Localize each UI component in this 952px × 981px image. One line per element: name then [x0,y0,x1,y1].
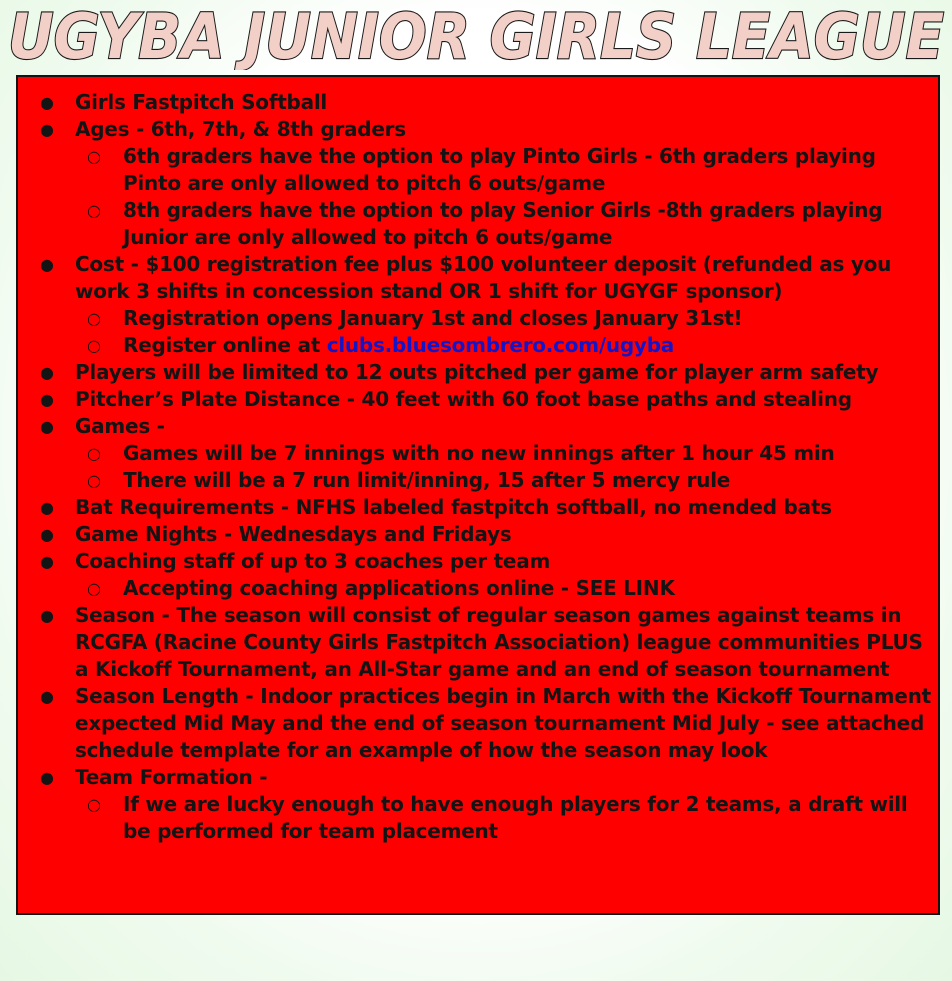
list-item-season [18,602,938,683]
sub-list [75,143,938,251]
list-item-pitch-limit [18,359,938,386]
sub-bullet: ○ [87,201,101,220]
sub-item-text: Games will be 7 innings with no new innings after 1 hour 45 min [123,441,835,465]
sub-item-text: There will be a 7 run limit/inning, 15 after 5 mercy rule [123,468,731,492]
bullet: ● [40,525,54,544]
title-svg [0,0,952,70]
list-item-cost [18,251,938,359]
sub-list [75,305,938,359]
list-item-games [18,413,938,494]
page-title [0,0,952,70]
sub-item-run-limit [75,467,938,494]
sub-bullet: ○ [87,579,101,598]
bullet: ● [40,255,54,274]
sub-item-text: 8th graders have the option to play Senior Girls -8th graders playing Junior are only allowed to pitch 6 outs/game [123,198,883,249]
info-panel [16,75,940,915]
item-text: Pitcher’s Plate Distance - 40 feet with 60 foot base paths and stealing [75,387,852,411]
list-item-plate-distance [18,386,938,413]
bullet: ● [40,417,54,436]
sub-item-draft [75,791,938,845]
list-item-season-length [18,683,938,764]
item-text: Ages - 6th, 7th, & 8th graders [75,117,406,141]
bullet: ● [40,93,54,112]
list-item-bats [18,494,938,521]
item-text: Girls Fastpitch Softball [75,90,328,114]
bullet: ● [40,498,54,517]
sub-item-text: 6th graders have the option to play Pinto Girls - 6th graders playing Pinto are only allowed to pitch 6 outs/game [123,144,876,195]
list-item-coaching [18,548,938,602]
sub-list [75,791,938,845]
item-text: Bat Requirements - NFHS labeled fastpitch softball, no mended bats [75,495,832,519]
registration-link[interactable]: clubs.bluesombrero.com/ugyba [326,333,675,357]
bullet: ● [40,552,54,571]
sub-bullet: ○ [87,795,101,814]
sub-item-text: If we are lucky enough to have enough players for 2 teams, a draft will be performed for team placement [123,792,908,843]
sub-item-register-online [75,332,938,359]
sub-item-pinto [75,143,938,197]
item-text: Games - [75,414,165,438]
item-text: Game Nights - Wednesdays and Fridays [75,522,512,546]
sub-bullet: ○ [87,336,101,355]
title-text: UGYBA JUNIOR GIRLS LEAGUE [8,0,944,70]
item-text: Coaching staff of up to 3 coaches per team [75,549,551,573]
item-text: Team Formation - [75,765,268,789]
bullet: ● [40,687,54,706]
bullet: ● [40,120,54,139]
sub-item-coaching-apps [75,575,938,602]
sub-item-text: Accepting coaching applications online - SEE LINK [123,576,675,600]
sub-bullet: ○ [87,147,101,166]
list-item-ages [18,116,938,251]
item-text: Players will be limited to 12 outs pitched per game for player arm safety [75,360,879,384]
sub-item-senior [75,197,938,251]
list-item-game-nights [18,521,938,548]
register-prefix: Register online at [123,333,327,357]
bullet: ● [40,768,54,787]
item-text: Cost - $100 registration fee plus $100 volunteer deposit (refunded as you work 3 shifts in concession stand OR 1 shift for UGYGF sponsor) [75,252,892,303]
sub-item-text: Registration opens January 1st and closes January 31st! [123,306,743,330]
bullet: ● [40,390,54,409]
list-item-team-formation [18,764,938,845]
item-text: Season Length - Indoor practices begin in March with the Kickoff Tournament expected Mid May and the end of season tournament Mid July - see attached schedule template for an example of how the season may look [75,684,931,762]
item-text: Season - The season will consist of regular season games against teams in RCGFA (Racine County Girls Fastpitch Association) league communities PLUS a Kickoff Tournament, an All-Star game and an end of season tournament [75,603,923,681]
sub-item-innings [75,440,938,467]
bullet: ● [40,606,54,625]
sub-bullet: ○ [87,444,101,463]
bullet: ● [40,363,54,382]
sub-bullet: ○ [87,471,101,490]
list-item-sport [18,89,938,116]
sub-bullet: ○ [87,309,101,328]
info-list [18,77,938,845]
sub-item-registration [75,305,938,332]
sub-list [75,440,938,494]
sub-list [75,575,938,602]
